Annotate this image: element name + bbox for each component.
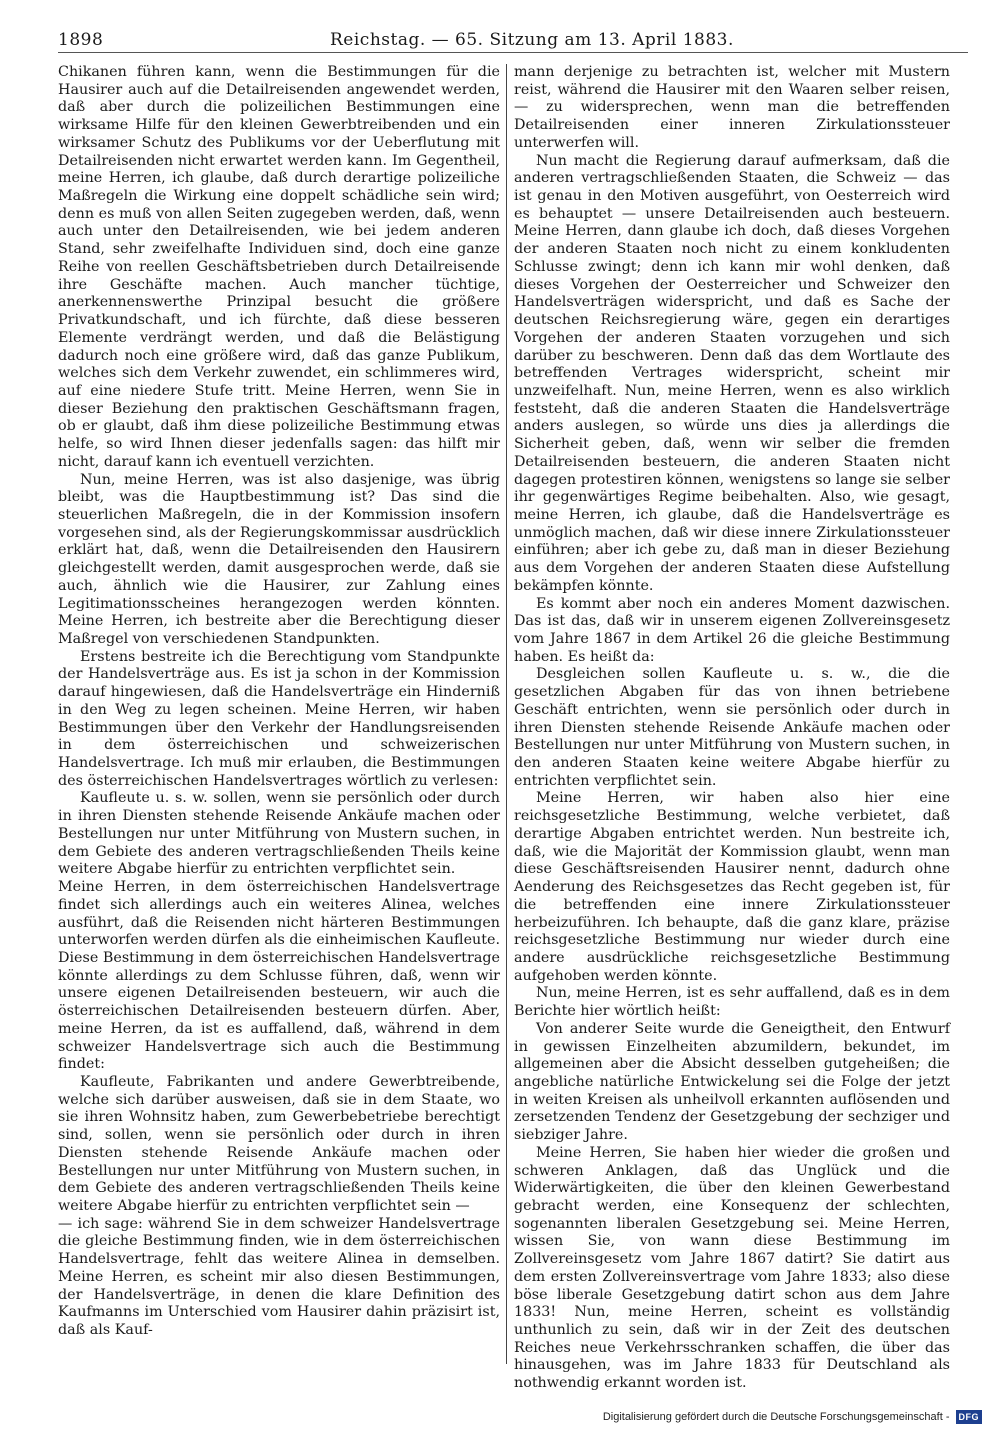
quotation: Desgleichen sollen Kaufleute u. s. w., die die gesetzlichen Abgaben für das von ihnen betriebene Geschäft entrichten, wenn sie persönlich oder durch in ihren Diensten stehende Reisende Ankäufe machen oder Bestellungen nur unter Mitführung von Mustern suchen, in den anderen Staaten keine weitere Abgabe hierfür zu entrichten verpflichtet sein.: [514, 666, 950, 789]
quotation: Kaufleute u. s. w. sollen, wenn sie persönlich oder durch in ihren Diensten stehende Reisende Ankäufe machen oder Bestellungen nur unter Mitführung von Mustern suchen, in dem Gebiete des anderen vertragschließenden Theils keine weitere Abgabe hierfür zu entrichten verpflichtet sein.: [58, 790, 500, 878]
paragraph: mann derjenige zu betrachten ist, welcher mit Mustern reist, während die Hausirer mit den Waaren selber reisen, — zu widersprechen, wenn man die betreffenden Detailreisenden einer inneren Zirkulationssteuer unterwerfen will.: [514, 64, 950, 151]
running-title: Reichstag. — 65. Sitzung am 13. April 1883.: [330, 30, 734, 50]
right-column: [514, 64, 950, 1392]
credit-text: Digitalisierung gefördert durch die Deutsche Forschungsgemeinschaft -: [602, 1411, 950, 1423]
paragraph: Meine Herren, in dem österreichischen Handelsvertrage findet sich allerdings auch ein weiteres Alinea, welches ausführt, daß die Reisenden nicht härteren Bestimmungen unterworfen werden dürfen als die einheimischen Kaufleute. Diese Bestimmung in dem österreichischen Handelsvertrage könnte allerdings zu dem Schlusse führen, daß, wenn wir unsere eigenen Detailreisenden besteuern, wir auch die österreichischen Detailreisenden besteuern dürfen. Aber, meine Herren, da ist es auffallend, daß, während in dem schweizer Handelsvertrage sich auch die Bestimmung findet:: [58, 879, 500, 1073]
paragraph: Erstens bestreite ich die Berechtigung vom Standpunkte der Handelsverträge aus. Es ist ja schon in der Kommission darauf hingewiesen, daß die Handelsverträge ein Hinderniß in den Weg zu legen scheinen. Meine Herren, wir haben Bestimmungen über den Verkehr der Handlungsreisenden in dem österreichischen und schweizerischen Handelsvertrage. Ich muß mir erlauben, die Bestimmungen des österreichischen Handelsvertrages wörtlich zu verlesen:: [58, 648, 500, 789]
paragraph: — ich sage: während Sie in dem schweizer Handelsvertrage die gleiche Bestimmung finden, wie in dem österreichischen Handelsvertrage, fehlt das weitere Alinea in demselben. Meine Herren, es scheint mir also diesen Bestimmungen, der Handelsverträge, in denen die klare Definition des Kaufmanns im Unterschied vom Hausirer dahin präzisirt ist, daß als Kauf-: [58, 1215, 500, 1339]
paragraph: Meine Herren, Sie haben hier wieder die großen und schweren Anklagen, daß das Unglück und die Widerwärtigkeiten, die über den kleinen Gewerbestand gebracht werden, eine Konsequenz der schlechten, sogenannten liberalen Gesetzgebung sei. Meine Herren, wissen Sie, von wann diese Bestimmung im Zollvereinsgesetz vom Jahre 1867 datirt? Sie datirt aus dem ersten Zollvereinsvertrage vom Jahre 1833; also diese böse liberale Gesetzgebung datirt schon aus dem Jahre 1833! Nun, meine Herren, scheint es vollständig unthunlich zu sein, daß wir in der Zeit des deutschen Reiches neue Verkehrsschranken schaffen, die über das hinausgehen, was im Jahre 1833 für Deutschland als nothwendig erkannt worden ist.: [514, 1144, 950, 1392]
header-rule: [58, 52, 968, 53]
quotation: Von anderer Seite wurde die Geneigtheit, den Entwurf in gewissen Einzelheiten abzumildern, bekundet, im allgemeinen aber die Absicht desselben gutgeheißen; die angebliche natürliche Entwickelung sei die Folge der jetzt in weiten Kreisen als unheilvoll erkannten auflösenden und zersetzenden Tendenz der Gesetzgebung der sechziger und siebziger Jahre.: [514, 1020, 950, 1144]
paragraph: Es kommt aber noch ein anderes Moment dazwischen. Das ist das, daß wir in unserem eigenen Zollvereinsgesetz vom Jahre 1867 in dem Artikel 26 die gleiche Bestimmung haben. Es heißt da:: [514, 595, 950, 665]
paragraph: Chikanen führen kann, wenn die Bestimmungen für die Hausirer auch auf die Detailreisenden angewendet werden, daß aber durch die polizeilichen Bestimmungen eine wirksame Hilfe für den kleinen Gewerbtreibenden und ein wirksamer Schutz des Publikums vor der Ueberflutung mit Detailreisenden nicht erwartet werden kann. Im Gegentheil, meine Herren, ich glaube, daß durch derartige polizeiliche Maßregeln die Wirkung eine doppelt schädliche sein wird; denn es muß von allen Seiten zugegeben werden, daß, wenn auch unter den Detailreisenden, wie bei jedem anderen Stand, sehr zweifelhafte Individuen sind, doch eine ganze Reihe von reellen Geschäftsbetrieben durch Detailreisende ihre Geschäfte machen. Auch mancher tüchtige, anerkennenswerthe Prinzipal besucht die größere Privatkundschaft, und ich fürchte, daß diese besseren Elemente verdrängt werden, und daß die Belästigung dadurch noch eine größere wird, daß das ganze Publikum, welches sich dem Verkehr zuwendet, ein schlimmeres wird, auf eine niedere Stufe tritt. Meine Herren, wenn Sie in dieser Beziehung den praktischen Geschäftsmann fragen, ob er glaubt, daß ihm diese polizeiliche Bestimmung etwas helfe, so wird Ihnen dieser jedenfalls sagen: das hilft mir nicht, darauf kann ich eventuell verzichten.: [58, 64, 500, 470]
paragraph: Meine Herren, wir haben also hier eine reichsgesetzliche Bestimmung, welche verbietet, daß derartige Abgaben entrichtet werden. Nun bestreite ich, daß, wie die Majorität der Kommission glaubt, wenn man diese Geschäftsreisenden Hausirer nennt, dadurch ohne Aenderung des Reichsgesetzes das Recht gegeben ist, für die betreffenden eine innere Zirkulationssteuer herbeizuführen. Ich behaupte, daß die ganz klare, präzise reichsgesetzliche Bestimmung nur wieder durch eine andere ausdrückliche reichsgesetzliche Bestimmung aufgehoben werden könnte.: [514, 790, 950, 984]
quotation: Kaufleute, Fabrikanten und andere Gewerbtreibende, welche sich darüber ausweisen, daß sie in dem Staate, wo sie ihren Wohnsitz haben, zum Gewerbebetriebe berechtigt sind, sollen, wenn sie persönlich oder durch in ihren Diensten stehende Reisende Ankäufe machen oder Bestellungen nur unter Mitführung von Mustern suchen, in dem Gebiete des anderen vertragschließenden Theils keine weitere Abgabe hierfür zu entrichten verpflichtet sein —: [58, 1073, 500, 1214]
page-number: 1898: [58, 30, 104, 50]
paragraph: Nun, meine Herren, was ist also dasjenige, was übrig bleibt, was die Hauptbestimmung ist? Das sind die steuerlichen Maßregeln, die in der Kommission insofern vorgesehen sind, als der Regierungskommissar ausdrücklich erklärt hat, daß, wenn die Detailreisenden den Hausirern gleichgestellt werden, damit ausgesprochen werde, daß sie auch, ähnlich wie die Hausirer, zur Zahlung eines Legitimationsscheines herangezogen werden könnten. Meine Herren, ich bestreite aber die Berechtigung dieser Maßregel von verschiedenen Standpunkten.: [58, 471, 500, 647]
paragraph: Nun macht die Regierung darauf aufmerksam, daß die anderen vertragschließenden Staaten, die Schweiz — das ist genau in den Motiven ausgeführt, von Oesterreich wird es behauptet — unsere Detailreisenden auch besteuern. Meine Herren, dann glaube ich doch, daß dieses Vorgehen der anderen Staaten noch nicht zu einem konkludenten Schlusse zwingt; denn ich kann mir wohl denken, daß dieses Vorgehen der Oesterreicher und Schweizer den Handelsverträgen widerspricht, und daß es Sache der deutschen Reichsregierung wäre, gegen ein derartiges Vorgehen der anderen Staaten vorzugehen und sich darüber zu beschweren. Denn daß das dem Wortlaute des betreffenden Vertrages widerspricht, scheint mir unzweifelhaft. Nun, meine Herren, wenn es also wirklich feststeht, daß die anderen Staaten die Handelsverträge anders auslegen, so würde uns dies ja allerdings die Sicherheit geben, daß, wenn wir selber die fremden Detailreisenden besteuern, die anderen Staaten nicht dagegen protestiren können, wenigstens so lange sie selber ihr gegenwärtiges Regime beibehalten. Also, wie gesagt, meine Herren, ich glaube, daß die Handelsverträge es unmöglich machen, daß wir diese innere Zirkulationssteuer einführen; aber ich gebe zu, daß man in dieser Beziehung aus dem Vorgehen der anderen Staaten diese Aufstellung bekämpfen könnte.: [514, 152, 950, 594]
paragraph: Nun, meine Herren, ist es sehr auffallend, daß es in dem Berichte hier wörtlich heißt:: [514, 985, 950, 1020]
left-column: [58, 64, 500, 1364]
page-header: [58, 28, 968, 58]
digitization-credit: [603, 1410, 982, 1424]
dfg-logo: DFG: [956, 1410, 983, 1424]
column-divider: [506, 64, 507, 1364]
